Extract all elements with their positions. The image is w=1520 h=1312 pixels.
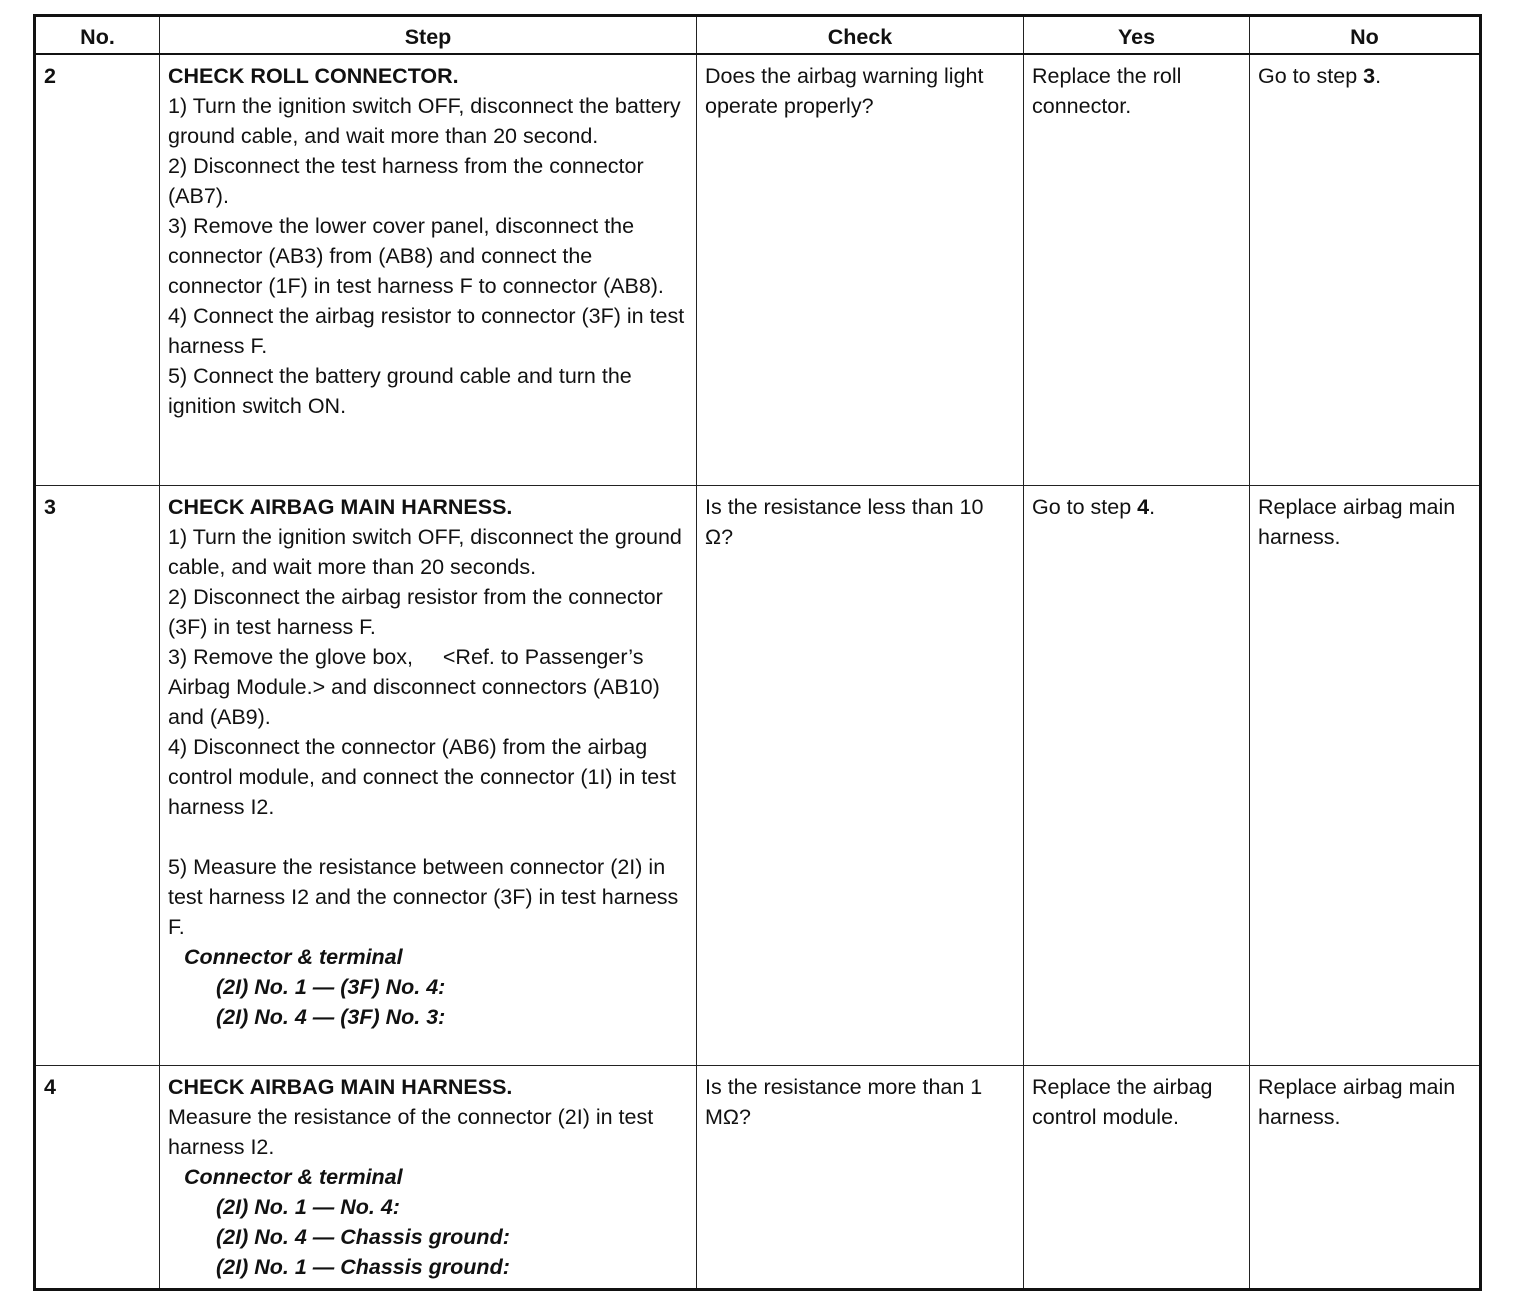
no-cell: Replace airbag main harness. (1250, 1066, 1481, 1290)
step-instruction: 3) Remove the glove box, <Ref. to Passenger’s Airbag Module.> and disconnect connectors (AB10) and (AB9). (168, 645, 666, 729)
connector-terminal-heading: Connector & terminal (184, 945, 403, 969)
step-title: CHECK AIRBAG MAIN HARNESS. (168, 495, 513, 519)
table-header-row (35, 16, 1481, 55)
step-instruction: Measure the resistance of the connector (2I) in test harness I2. (168, 1105, 654, 1159)
step-instruction: 5) Measure the resistance between connector (2I) in test harness I2 and the connector (3F) in test harness F. (168, 855, 679, 939)
step-instruction: 4) Disconnect the connector (AB6) from the airbag control module, and connect the connector (1I) in test harness I2. (168, 735, 676, 819)
goto-text: Go to step (1032, 495, 1138, 519)
step-cell (160, 54, 697, 486)
goto-step-number: 3 (1363, 64, 1376, 88)
spacer (168, 822, 688, 852)
step-title: CHECK AIRBAG MAIN HARNESS. (168, 1075, 513, 1099)
header-check: Check (697, 16, 1024, 55)
table-row (35, 54, 1481, 486)
step-number: 2 (35, 54, 160, 486)
connector-terminal-item: (2I) No. 1 — (3F) No. 4: (216, 975, 446, 999)
connector-terminal-item: (2I) No. 4 — (3F) No. 3: (216, 1005, 446, 1029)
no-cell (1250, 54, 1481, 486)
diagnostic-page (33, 14, 1479, 1291)
header-no-action: No (1250, 16, 1481, 55)
goto-text: Go to step (1258, 64, 1364, 88)
step-title: CHECK ROLL CONNECTOR. (168, 64, 459, 88)
yes-cell: Replace the roll connector. (1024, 54, 1250, 486)
step-instruction: 1) Turn the ignition switch OFF, disconnect the battery ground cable, and wait more than 20 second. (168, 94, 681, 148)
connector-terminal-item: (2I) No. 4 — Chassis ground: (216, 1225, 510, 1249)
step-instruction: 4) Connect the airbag resistor to connector (3F) in test harness F. (168, 304, 685, 358)
diagnostic-table (33, 14, 1482, 1291)
yes-cell: Replace the airbag control module. (1024, 1066, 1250, 1290)
yes-cell (1024, 486, 1250, 1066)
goto-step-number: 4 (1137, 495, 1150, 519)
connector-terminal-heading: Connector & terminal (184, 1165, 403, 1189)
goto-punct: . (1375, 64, 1382, 88)
header-no: No. (35, 16, 160, 55)
table-row (35, 1066, 1481, 1290)
header-step: Step (160, 16, 697, 55)
connector-terminal-item: (2I) No. 1 — No. 4: (216, 1195, 400, 1219)
step-instruction: 3) Remove the lower cover panel, disconnect the connector (AB3) from (AB8) and connect the connector (1F) in test harness F to connector (AB8). (168, 214, 664, 298)
header-yes: Yes (1024, 16, 1250, 55)
step-cell (160, 1066, 697, 1290)
step-cell (160, 486, 697, 1066)
table-row (35, 486, 1481, 1066)
step-instruction: 5) Connect the battery ground cable and turn the ignition switch ON. (168, 364, 632, 418)
check-cell: Does the airbag warning light operate properly? (697, 54, 1024, 486)
connector-terminal-item: (2I) No. 1 — Chassis ground: (216, 1255, 510, 1279)
step-number: 3 (35, 486, 160, 1066)
step-instruction: 1) Turn the ignition switch OFF, disconnect the ground cable, and wait more than 20 seconds. (168, 525, 682, 579)
no-cell: Replace airbag main harness. (1250, 486, 1481, 1066)
step-instruction: 2) Disconnect the test harness from the connector (AB7). (168, 154, 644, 208)
check-cell: Is the resistance less than 10 Ω? (697, 486, 1024, 1066)
goto-punct: . (1149, 495, 1156, 519)
step-number: 4 (35, 1066, 160, 1290)
check-cell: Is the resistance more than 1 MΩ? (697, 1066, 1024, 1290)
step-instruction: 2) Disconnect the airbag resistor from the connector (3F) in test harness F. (168, 585, 663, 639)
